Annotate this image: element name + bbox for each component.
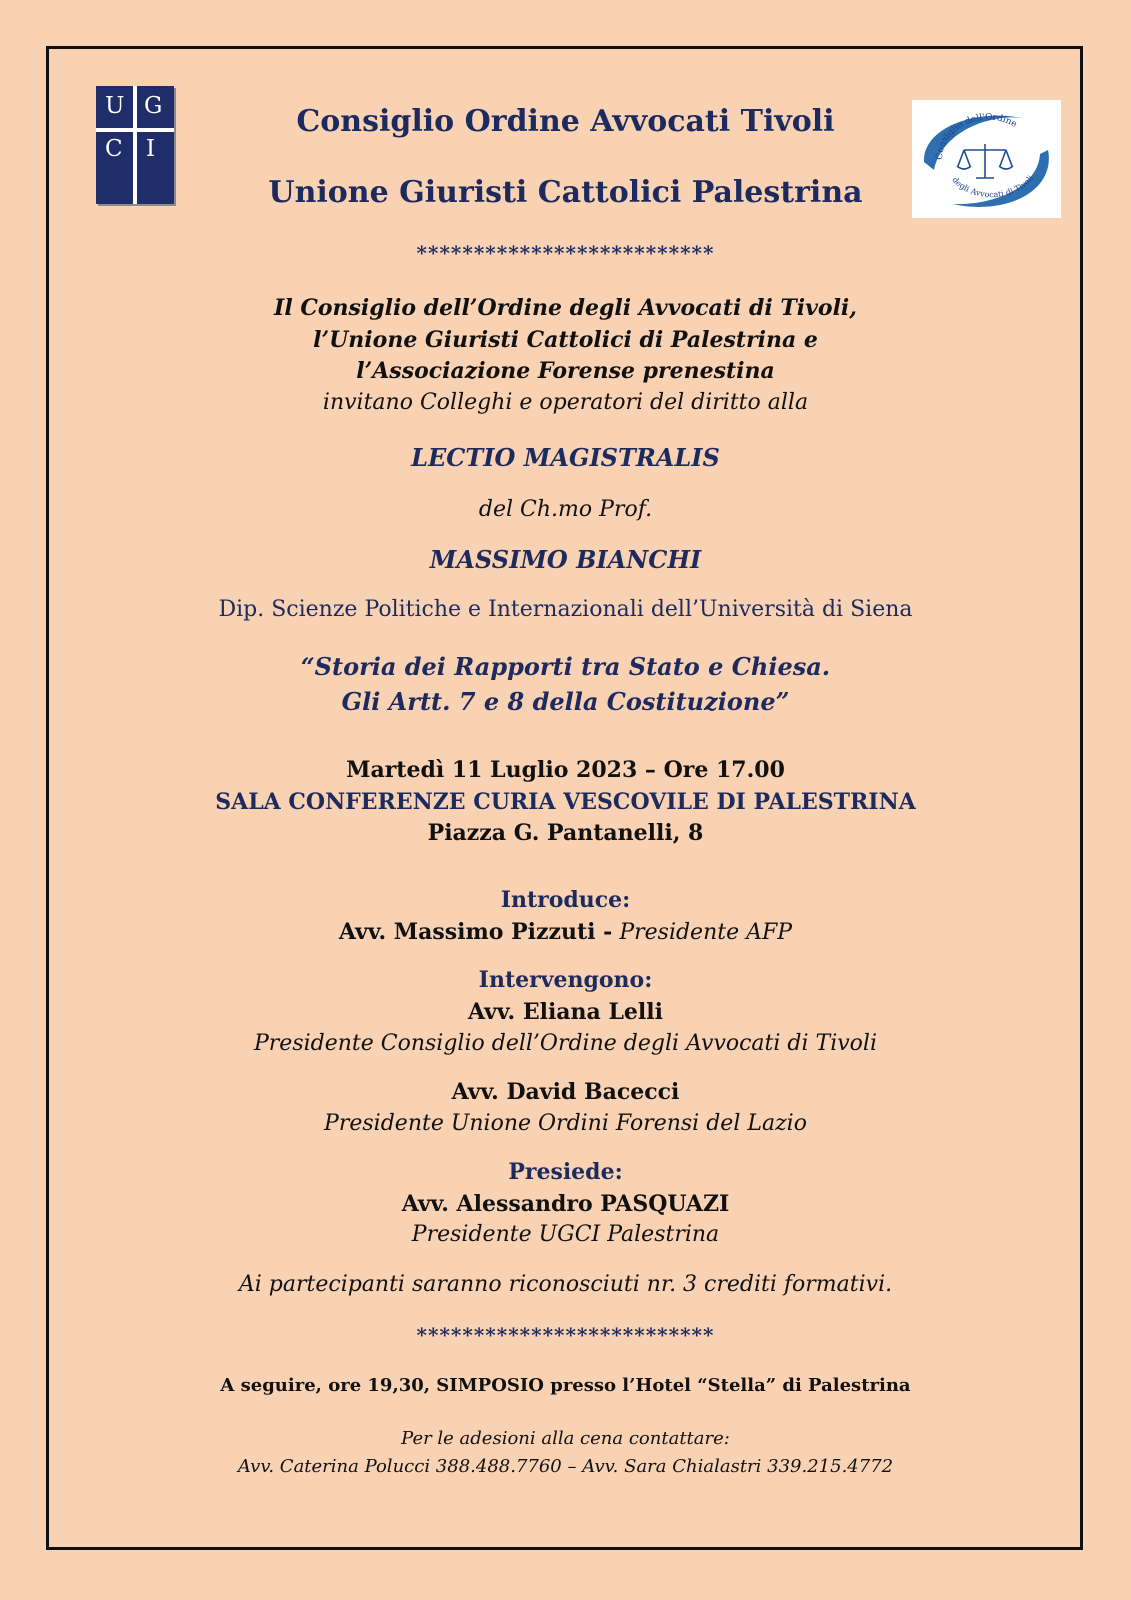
- svg-text:Consiglio dell'Ordine: Consiglio dell'Ordine: [934, 112, 1019, 161]
- invite-line-3: l’Associazione Forense prenestina: [356, 358, 775, 384]
- header-title-coa: Consiglio Ordine Avvocati Tivoli: [296, 104, 835, 139]
- separator-stars-bottom: **************************: [416, 1323, 715, 1347]
- svg-text:degli Avvocati di Tivoli: degli Avvocati di Tivoli: [950, 173, 1036, 200]
- invite-line-1: Il Consiglio dell’Ordine degli Avvocati di Tivoli,: [274, 295, 857, 321]
- lecture-topic-line-1: “Storia dei Rapporti tra Stato e Chiesa.: [300, 652, 831, 681]
- speaker-affiliation: Dip. Scienze Politiche e Internazionali dell’Università di Siena: [218, 597, 913, 622]
- speaker2-name: Avv. David Bacecci: [451, 1079, 680, 1105]
- chair-role: Presidente UGCI Palestrina: [411, 1222, 720, 1247]
- speaker-name: MASSIMO BIANCHI: [429, 545, 702, 574]
- introducer-role: Presidente AFP: [619, 920, 793, 945]
- credits-note: Ai partecipanti saranno riconosciuti nr. 3 crediti formativi.: [238, 1272, 893, 1297]
- header-title-ugci: Unione Giuristi Cattolici Palestrina: [268, 175, 863, 210]
- lecture-topic-line-2: Gli Artt. 7 e 8 della Costituzione”: [341, 687, 790, 716]
- prof-intro: del Ch.mo Prof.: [478, 497, 653, 522]
- lectio-title: LECTIO MAGISTRALIS: [411, 443, 720, 472]
- ugci-logo: U G C I: [96, 86, 174, 204]
- event-address: Piazza G. Pantanelli, 8: [427, 820, 704, 846]
- presiede-label: Presiede:: [508, 1159, 623, 1185]
- intervengono-label: Intervengono:: [478, 967, 653, 993]
- contact-numbers: Avv. Caterina Polucci 388.488.7760 – Avv. Sara Chialastri 339.215.4772: [237, 1456, 894, 1477]
- introduce-line: [0, 919, 1131, 945]
- contact-intro: Per le adesioni alla cena contattare:: [401, 1428, 730, 1449]
- speaker1-name: Avv. Eliana Lelli: [467, 999, 664, 1025]
- separator-stars: **************************: [416, 241, 715, 265]
- invite-line-4: invitano Colleghi e operatori del diritto alla: [322, 390, 809, 415]
- event-venue: SALA CONFERENZE CURIA VESCOVILE DI PALESTRINA: [215, 789, 916, 815]
- speaker2-role: Presidente Unione Ordini Forensi del Lazio: [324, 1111, 807, 1136]
- speaker1-role: Presidente Consiglio dell’Ordine degli Avvocati di Tivoli: [253, 1031, 877, 1056]
- introducer-name: Avv. Massimo Pizzuti -: [338, 919, 613, 945]
- invite-line-2: l’Unione Giuristi Cattolici di Palestrina e: [313, 327, 818, 353]
- event-datetime: Martedì 11 Luglio 2023 – Ore 17.00: [346, 757, 785, 783]
- chair-name: Avv. Alessandro PASQUAZI: [401, 1191, 730, 1217]
- introduce-label: Introduce:: [500, 887, 631, 913]
- simposio-line: A seguire, ore 19,30, SIMPOSIO presso l’Hotel “Stella” di Palestrina: [220, 1375, 911, 1396]
